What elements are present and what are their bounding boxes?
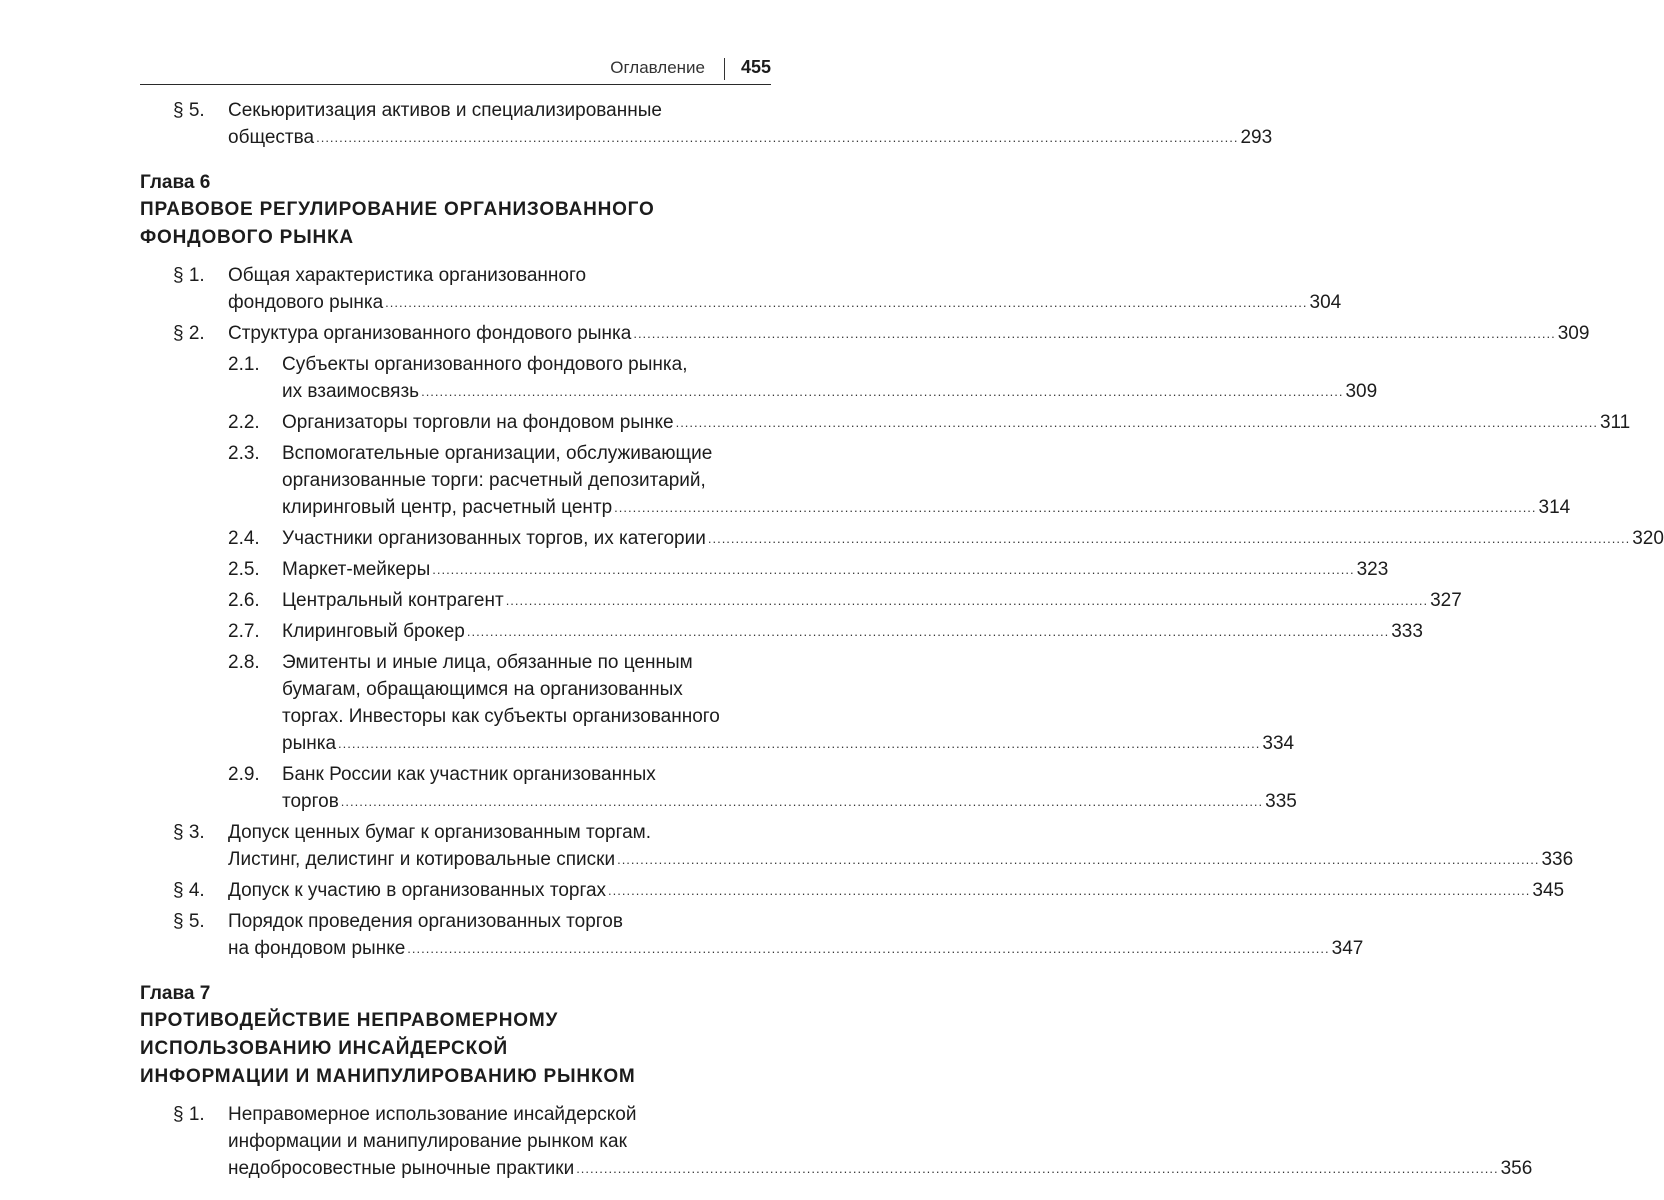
entry-page-number: 304 [1309, 292, 1342, 313]
entry-number: 2.3. [228, 443, 260, 464]
toc-section-entry[interactable] [140, 877, 1565, 904]
dot-leader: ........................................................................................................................................................................................................ [385, 295, 1308, 310]
toc-line [140, 877, 1565, 904]
toc-section-entry[interactable] [140, 262, 1342, 316]
chapter-label: Глава 6 [140, 172, 211, 193]
entry-title-line: Маркет-мейкеры [282, 559, 431, 580]
entry-title-line: Неправомерное использование инсайдерской [228, 1104, 637, 1125]
entry-page-number: 335 [1265, 791, 1297, 812]
dot-leader: ........................................................................................................................................................................................................ [614, 500, 1537, 515]
toc-line [140, 556, 1389, 583]
entry-leader-row [282, 525, 1664, 552]
entry-leader-row [282, 587, 1462, 614]
chapter-title-line: ПРАВОВОЕ РЕГУЛИРОВАНИЕ ОРГАНИЗОВАННОГО [140, 199, 655, 220]
entry-page-number: 309 [1557, 323, 1590, 344]
toc-subsection-entry[interactable] [140, 556, 1389, 583]
entry-title-line: Центральный контрагент [282, 590, 504, 611]
toc-line [140, 467, 771, 494]
running-header-title: Оглавление [610, 58, 705, 77]
entry-page-number: 311 [1599, 412, 1631, 433]
dot-leader: ........................................................................................................................................................................................................ [338, 736, 1261, 751]
toc-subsection-entry[interactable] [140, 440, 1571, 521]
chapter-title-line: ПРОТИВОДЕЙСТВИЕ НЕПРАВОМЕРНОМУ [140, 1010, 559, 1031]
toc-line [140, 587, 1462, 614]
toc-section-entry[interactable] [140, 97, 1273, 151]
dot-leader: ........................................................................................................................................................................................................ [633, 326, 1556, 341]
toc-section-entry[interactable] [140, 819, 1574, 873]
entry-title-line: бумагам, обращающимся на организованных [282, 679, 683, 700]
entry-leader-row [282, 409, 1631, 436]
toc-subsection-entry[interactable] [140, 618, 1423, 645]
entry-number: § 5. [173, 100, 205, 121]
entry-number: 2.2. [228, 412, 260, 433]
dot-leader: ........................................................................................................................................................................................................ [316, 130, 1239, 145]
toc-line [140, 440, 771, 467]
entry-leader-row [228, 320, 1590, 347]
entry-number: § 1. [173, 1104, 205, 1125]
entry-leader-row [282, 788, 1297, 815]
toc-subsection-entry[interactable] [140, 525, 1664, 552]
entry-title-line: Банк России как участник организованных [282, 764, 656, 785]
toc-subsection-entry[interactable] [140, 649, 1295, 757]
entry-page-number: 336 [1541, 849, 1574, 870]
entry-page-number: 293 [1240, 127, 1273, 148]
entry-page-number: 323 [1356, 559, 1389, 580]
entry-number: § 5. [173, 911, 205, 932]
entry-leader-row [282, 730, 1295, 757]
toc-subsection-entry[interactable] [140, 351, 1378, 405]
dot-leader: ........................................................................................................................................................................................................ [340, 794, 1264, 809]
running-header [140, 58, 771, 85]
entry-title-line: клиринговый центр, расчетный центр [282, 497, 613, 518]
dot-leader: ........................................................................................................................................................................................................ [505, 593, 1429, 608]
entry-number: § 3. [173, 822, 205, 843]
entry-title-line: недобросовестные рыночные практики [228, 1158, 575, 1179]
toc-line [140, 819, 771, 846]
toc-line [140, 761, 771, 788]
entry-title-line: Субъекты организованного фондового рынка, [282, 354, 688, 375]
toc-line [140, 525, 1664, 552]
toc-line [140, 262, 771, 289]
entry-number: 2.1. [228, 354, 260, 375]
entry-title-line: организованные торги: расчетный депозитарий, [282, 470, 706, 491]
entry-title-line: фондового рынка [228, 292, 384, 313]
entry-leader-row [228, 877, 1565, 904]
header-separator [724, 58, 725, 80]
toc-section-entry[interactable] [140, 1101, 1533, 1182]
chapter-heading [140, 980, 771, 1091]
entry-title-line: Эмитенты и иные лица, обязанные по ценным [282, 652, 693, 673]
entry-number: 2.5. [228, 559, 260, 580]
dot-leader: ........................................................................................................................................................................................................ [407, 941, 1330, 956]
entry-title-line: информации и манипулирование рынком как [228, 1131, 627, 1152]
toc-line [140, 676, 771, 703]
entry-title-line: Листинг, делистинг и котировальные списки [228, 849, 616, 870]
entry-page-number: 327 [1430, 590, 1462, 611]
entry-title-line: Допуск ценных бумаг к организованным торгам. [228, 822, 652, 843]
toc-subsection-entry[interactable] [140, 587, 1462, 614]
entry-page-number: 334 [1262, 733, 1295, 754]
toc-section-entry[interactable] [140, 320, 1590, 347]
chapter-heading [140, 169, 771, 252]
entry-number: 2.7. [228, 621, 260, 642]
chapter-title-line: ИНФОРМАЦИИ И МАНИПУЛИРОВАНИЮ РЫНКОМ [140, 1066, 636, 1087]
entry-leader-row [228, 935, 1364, 962]
entry-number: 2.4. [228, 528, 260, 549]
dot-leader: ........................................................................................................................................................................................................ [576, 1161, 1499, 1176]
entry-title-line: торгах. Инвесторы как субъекты организованного [282, 706, 720, 727]
entry-title-line: Допуск к участию в организованных торгах [228, 880, 607, 901]
toc-line [140, 124, 1273, 151]
toc-line [140, 378, 1378, 405]
toc-line [140, 703, 771, 730]
entry-title-line: на фондовом рынке [228, 938, 406, 959]
entry-number: 2.8. [228, 652, 260, 673]
entry-leader-row [282, 494, 1571, 521]
toc-line [140, 1101, 771, 1128]
toc-line [140, 1128, 771, 1155]
entry-title-line: Общая характеристика организованного [228, 265, 587, 286]
entry-page-number: 320 [1632, 528, 1664, 549]
entry-page-number: 333 [1391, 621, 1423, 642]
entry-title-line: торгов [282, 791, 339, 812]
toc-line [140, 846, 1574, 873]
toc-line [140, 494, 1571, 521]
entry-leader-row [228, 1155, 1533, 1182]
toc-line [140, 935, 1364, 962]
dot-leader: ........................................................................................................................................................................................................ [466, 624, 1390, 639]
entry-leader-row [282, 556, 1389, 583]
toc-line [140, 730, 1295, 757]
dot-leader: ........................................................................................................................................................................................................ [675, 415, 1598, 430]
page-number: 455 [740, 57, 771, 77]
dot-leader: ........................................................................................................................................................................................................ [608, 883, 1531, 898]
entry-leader-row [282, 618, 1423, 645]
chapter-title-line: ИСПОЛЬЗОВАНИЮ ИНСАЙДЕРСКОЙ [140, 1038, 508, 1059]
entry-page-number: 356 [1500, 1158, 1533, 1179]
entry-number: 2.9. [228, 764, 260, 785]
dot-leader: ........................................................................................................................................................................................................ [707, 531, 1631, 546]
toc-line [140, 97, 771, 124]
entry-page-number: 345 [1532, 880, 1565, 901]
chapter-title-line: ФОНДОВОГО РЫНКА [140, 227, 354, 248]
dot-leader: ........................................................................................................................................................................................................ [617, 852, 1540, 867]
entry-number: § 4. [173, 880, 205, 901]
toc-line [140, 1155, 1533, 1182]
entry-title-line: рынка [282, 733, 337, 754]
entry-page-number: 347 [1331, 938, 1364, 959]
entry-leader-row [228, 124, 1273, 151]
dot-leader: ........................................................................................................................................................................................................ [421, 384, 1344, 399]
entry-title-line: Структура организованного фондового рынка [228, 323, 632, 344]
toc-line [140, 409, 1631, 436]
toc-line [140, 618, 1423, 645]
toc-line [140, 908, 771, 935]
toc-subsection-entry[interactable] [140, 761, 1297, 815]
entry-page-number: 309 [1345, 381, 1378, 402]
entry-page-number: 314 [1538, 497, 1571, 518]
entry-leader-row [282, 378, 1378, 405]
dot-leader: ........................................................................................................................................................................................................ [432, 562, 1355, 577]
entry-title-line: Вспомогательные организации, обслуживающие [282, 443, 713, 464]
table-of-contents [140, 97, 1664, 1186]
toc-line [140, 320, 1590, 347]
entry-leader-row [228, 289, 1342, 316]
entry-title-line: Клиринговый брокер [282, 621, 465, 642]
toc-section-entry[interactable] [140, 908, 1364, 962]
entry-number: § 2. [173, 323, 205, 344]
entry-title-line: Организаторы торговли на фондовом рынке [282, 412, 674, 433]
entry-title-line: их взаимосвязь [282, 381, 420, 402]
toc-line [140, 788, 1297, 815]
toc-line [140, 289, 1342, 316]
entry-leader-row [228, 846, 1574, 873]
entry-title-line: общества [228, 127, 315, 148]
toc-subsection-entry[interactable] [140, 409, 1631, 436]
toc-line [140, 351, 771, 378]
entry-number: 2.6. [228, 590, 260, 611]
entry-title-line: Порядок проведения организованных торгов [228, 911, 623, 932]
entry-number: § 1. [173, 265, 205, 286]
toc-line [140, 649, 771, 676]
entry-title-line: Секьюритизация активов и специализированные [228, 100, 662, 121]
chapter-label: Глава 7 [140, 983, 211, 1004]
entry-title-line: Участники организованных торгов, их категории [282, 528, 706, 549]
